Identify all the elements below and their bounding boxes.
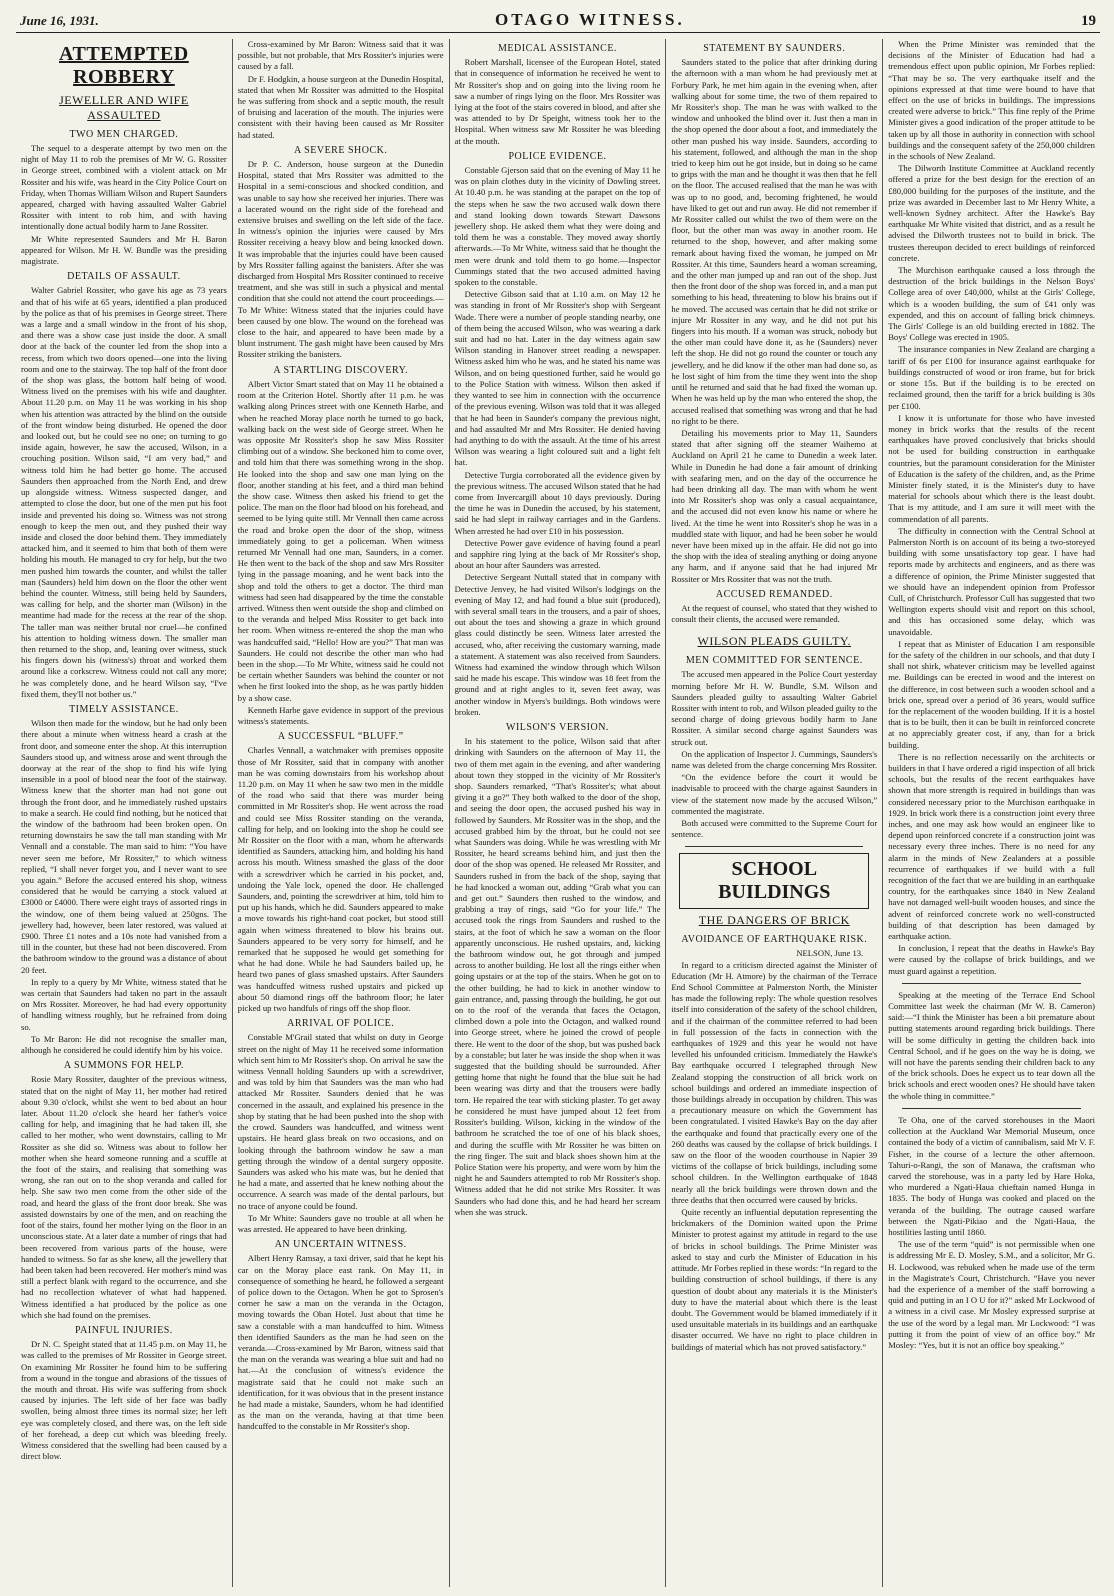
- school-deck: AVOIDANCE OF EARTHQUAKE RISK.: [681, 934, 868, 946]
- school-para-12: Speaking at the meeting of the Terrace End School Committee last week the chairman (Mr W. B. Cameron) said:—“I think the Minister has been a bit premature about putting statements around regarding brick buildings. There will be some difficulty in getting the children back into Central School, and if he goes on the way he is doing, we will not have the parents sending their children back to any of the brick schools. Does he expect us to tear down all the brick schools and erect wooden ones? He should have taken the whole thing in committee.”: [888, 989, 1095, 1101]
- robbery-intro: The sequel to a desperate attempt by two men on the night of May 11 to rob the premises of Mr W. G. Rossiter in George street, combined with a violent attack on Mr Rossiter and his wife, was heard in the City Police Court on Friday, when Thomas William Wilson and Rupert Saunders appeared, charged with having assaulted Walter Gabriel Rossiter with intent to rob him, and with having intentionally done actual bodily harm to Jane Rossiter.: [21, 143, 227, 232]
- school-para-5: The Murchison earthquake caused a loss through the destruction of the brick buildings in the Nelson Boys' College area of over £40,000, whilst at the Girls' College, which is a wooden building, the sum of £41 only was expended, and this on account of falling brick chimneys. The Girls' College is an old building erected in 1882. The Boys' College was erected in 1905.: [888, 265, 1095, 343]
- robbery-power: Detective Power gave evidence of having found a pearl and sapphire ring lying at the back of Mr Rossiter's shop, about an hour after Saunders was arrested.: [454, 537, 661, 571]
- robbery-details: Walter Gabriel Rossiter, who gave his age as 73 years and that of his wife at 65 years, identified a plan produced by the police as that of his premises in George street. There was a large and a small window in the front of his shop, and there was a show case just inside the door. A small door at the back of the counter led from the shop into a recess, from which two doors opened—one into the living room and one to the stairway. The top half of the front door of the shop was glass, the bottom half being of wood. Witness lived on the premises with his wife and daughter. About 11.20 p.m. on May 11 he was working in his shop when his attention was attracted by the blind on the outside of the front window being disturbed. He opened the door and looked out, but he could see no one; on turning to go inside again, however, he saw the accused, Wilson, in a crouching position. Wilson said, “I am very bad,” and witness told him he had better go home. The accused Saunders then approached from the North End, and drew up alongside witness. Witness suspected danger, and attempted to close the door, but one of the men put his foot inside and prevented his doing so. Witness was not strong enough to keep the men out, and they pushed their way inside and closed the door behind them. They immediately attacked him, and it seemed to him that both of them were holding his mouth. He managed to cry for help, but the two men pushed him towards the counter, and whilst the taller man (Saunders) held him down on the floor the other went behind the counter. Witness, still being held by Saunders, was calling for help, and the shorter man (Wilson) in the meantime had made for the recess at the rear of the shop. The taller man was neither brutal nor cruel—he confined his attention to holding witness down. The smaller man then returned to the shop, and, leaning over witness, stuck his fingers down his (witness's) throat and worked them around like a corkscrew. Witness could not call any more; he was completely done, and he heard Wilson say, “I've fixed them, they'll not bother us.”: [21, 285, 227, 699]
- subhead-version: WILSON'S VERSION.: [506, 721, 609, 733]
- column-5: [883, 39, 1100, 1587]
- masthead: [16, 10, 1100, 33]
- robbery-summons: Rosie Mary Rossiter, daughter of the previous witness, stated that on the night of May 11, her mother had retired about 9.30 o'clock, whilst she went to bed about an hour later. About 11.20 o'clock she heard her father's voice calling for help, and imagining that he had taken ill, she called to her mother, who went downstairs, calling to Mr Rossiter as she did so. Witness was about to follow her mother when she heard someone running and a scuffle at the foot of the stairs, and realising that something was wrong, she ran out on to the shop veranda and called for help. She saw two men come from the other side of the road, and heard the glass of the front door break. She was assisted downstairs by one of the men, and on reaching the foot of the stairs, found her mother lying on the floor in an unconscious state. At a later date a number of rings that had been recovered from various parts of the house, were handed to witness. So far as she knew, all the jewellery that had been taken had been recovered. Her mother's mind was still a perfect blank with regard to the occurrence, and she had no recollection whatever of what had happened. Witness identified a hat produced by the police as one which she had found on the premises.: [21, 1074, 227, 1320]
- column-4: [666, 39, 883, 1587]
- subhead-police: POLICE EVIDENCE.: [508, 150, 607, 162]
- robbery-uncertain: Albert Henry Ramsay, a taxi driver, said that he kept his car on the Moray place east rank. On May 11, in consequence of something he heard, he followed a sergeant of police down to the Octagon. When he got to Sprosen's corner he saw a man on the veranda in the Octagon, moving towards the Oban Hotel. Just about that time he saw a constable with a man handcuffed to him. Witness then identified Saunders as the man he had seen on the veranda.—Cross-examined by Mr Baron, witness said that the man on the veranda was wearing a blue suit and had no hat.—At the conclusion of witness's evidence the magistrate said that he could not make such an identification, for it was obvious that in the present instance he had made a mistake, Saunders, whom he had identified as the man on the veranda, having at that time been handcuffed to the constable in Mr Rossiter's shop.: [237, 1253, 444, 1432]
- subhead-bluff: A SUCCESSFUL “BLUFF.”: [277, 731, 404, 743]
- wilson-headline: WILSON PLEADS GUILTY.: [697, 634, 852, 649]
- robbery-headline: ATTEMPTED ROBBERY: [59, 43, 189, 88]
- robbery-painful: Dr N. C. Speight stated that at 11.45 p.m. on May 11, he was called to the premises of Mr Rossiter in George street. On examining Mr Rossiter he found him to be suffering from a wound in the tongue and abrasions of the tissues of the mouth and throat. His wife was suffering from shock caused by injuries. The left side of her face was badly swollen, being almost three times its normal size; her left eye was completely closed, and there was, on the left side of her forehead, a deep cut which was bleeding freely. Witness considered that the swelling had been caused by a direct blow.: [21, 1339, 227, 1462]
- school-para-2: Quite recently an influential deputation representing the brickmakers of the Dominion waited upon the Prime Minister to protest against my attitude in regard to the use of bricks in school buildings. The Prime Minister was asked to stay and curb the Minister of Education in his attitude. Mr Forbes replied in these words: “In regard to the building construction of school buildings, if there is any question of doubt about any materials it is the Minister's duty to have the material about which there is the least doubt. The Government would be blamed immediately if it used unsuitable materials in its buildings and an earthquake disaster occurred. We have no right to place children in buildings of material which has not proved satisfactory.”: [671, 1207, 878, 1352]
- robbery-turgia: Detective Turgia corroborated all the evidence given by the previous witness. The accused Wilson stated that he had come from Invercargill about 10 days previously. During the time he was in Dunedin the accused, by his statement, said he had slept in railway carriages and in the Gardens. When arrested he had over £10 in his possession.: [454, 469, 661, 536]
- robbery-timely: Wilson then made for the window, but he had only been there about a minute when witness heard a crash at the front door, and someone enter the shop. At this interruption Saunders stood up, and witness arose and went through the doorway at the rear of the shop to find his wife lying insensible in a pool of blood near the foot of the stairway. Witness knew that the shorter man had not gone out through the front door, and he immediately rushed upstairs to make a search. He could find nothing, but he noticed that the window of the bathroom had been broken open. On returning downstairs he saw the tall man standing with Mr Vennall and a constable. The man said to him: “You have never seen me before, Mr Rossiter,” to which witness replied, “I shall never forget you, and I never want to see you again.” Before the accused entered his shop, witness considered that he would be carrying a stock valued at £3000 or £4000. There were eight trays of assorted rings in the window, one of them being valued at 250gns. The jewellery had, however, been later restored, was valued at £900. Three £1 notes and a 10s note had vanished from a till in the counter, but these had not been discovered. From the bathroom window to the ground was a distance of about 20 feet.: [21, 718, 227, 975]
- school-para-10: There is no reflection necessarily on the architects or builders in that I have ordered a rigid inspection of all brick schools, but the results of the recent earthquakes have shown that more strength is required in buildings than was considered necessary prior to the Murchison earthquake in 1929. In brick work there is a construction joint every three inches, and one may ask how would an engineer like to depend upon reinforced concrete if a construction joint was necessary every three inches. There is no need for any alarm in the minds of New Zealanders at a possible recurrence of earthquakes if we build with a full recognition of the fact that we are building in an earthquake country, for the earthquakes since 1840 in New Zealand have not damaged well-built wooden houses, and since the advent of reinforced concrete work no well-constructed building of that description has been damaged by earthquake action.: [888, 751, 1095, 942]
- wilson-para-1: The accused men appeared in the Police Court yesterday morning before Mr H. W. Bundle, S.M. Wilson and Saunders pleaded guilty to assaulting Walter Gabriel Rossiter with intent to rob, and Wilson pleaded guilty to the second charge of doing grievous bodily harm to Jane Rossiter. A similar second charge against Saunders was struck out.: [671, 669, 878, 747]
- school-dateline: NELSON, June 13.: [796, 948, 864, 959]
- subhead-details: DETAILS OF ASSAULT.: [67, 271, 181, 283]
- school-para-8: The difficulty in connection with the Central School at Palmerston North is on account of its being a two-storeyed building with some unsatisfactory top gear. I have had reports made by architects and engineers, and as there was a difference of opinion, the Prime Minister suggested that we should have an independent opinion from Professor Cull, of Christchurch. Professor Cull has suggested that two Wellington experts should visit and report on this school, and this has occasioned some delay, which was unavoidable.: [888, 525, 1095, 637]
- school-para-3: When the Prime Minister was reminded that the decisions of the Minister of Education had had a tremendous effect upon public opinion, Mr Forbes replied: “That may be so. The very earthquake itself and the opinions expressed at that time were bound to have that effect on the use of bricks in buildings. The impressions created were adverse to brick.” This fine reply of the Prime Minister gives a good indication of the proper attitude to be taken up by all those in authority in connection with school buildings and the consequent safety of the 250,000 children in the schools of New Zealand.: [888, 39, 1095, 162]
- subhead-statement: STATEMENT BY SAUNDERS.: [703, 43, 846, 54]
- robbery-white-query: In reply to a query by Mr White, witness stated that he was certain that Saunders had taken no part in the assault on Mrs Rossiter. Moreover, he had had every opportunity of handling witness roughly, but he refrained from doing so.: [21, 976, 227, 1032]
- school-para-9: I repeat that as Minister of Education I am responsible for the safety of the children in our schools, and that duty I shall not shirk, whatever criticism may be levelled against me. Buildings can be erected in wood and the interest on the difference, in cost between such a wooden school and a brick one, spread over a period of 36 years, would suffice for the replacement of the wooden building. If it is a hostel that is to be built, then it can be built in reinforced concrete at no appreciably greater cost, if any, than for a brick building.: [888, 638, 1095, 750]
- robbery-remanded: At the request of counsel, who stated that they wished to consult their clients, the accused were remanded.: [671, 602, 878, 625]
- issue-date: June 16, 1931.: [20, 13, 99, 28]
- school-para-4: The Dilworth Institute Committee at Auckland recently offered a prize for the best design for the erection of an £80,000 building for the purposes of the institute, and the prize was awarded in December last to Mr Henry White, a well-known Sydney architect. After the Hawke's Bay earthquake Mr White visited that district, and as a result he advised the Dilworth trustees not to build in brick. The trustees thereupon decided to erect buildings of reinforced concrete.: [888, 163, 1095, 263]
- robbery-statement: Saunders stated to the police that after drinking during the afternoon with a man whom he had previously met at Forbury Park, he met him again in the evening when, after walking about for some time, the two of them repaired to Mr Rossiter's shop. The man he was with walked to the window and unhooked the blind over it. Just then a man in the shop opened the door about a foot, and immediately the other man pushed his way inside. Saunders, according to his statement, followed, and although the man in the shop tried to keep him out he got inside, but in doing so he came to grips with the man and he thought it was then that he fell on the floor. The accused realised that the man he was with was up to no good, and, becoming frightened, he would have liked to get out and run away. He did not remember if Mr Rossiter called out whilst the two of them were on the floor, but the other man was away in another room. He returned to the shop, however, and after making some remark about having fixed the woman, he jumped on Mr Rossiter. At this time, Saunders heard a woman screaming, and the other man jumped up and ran out of the shop. Just then the front door of the shop was forced in, and a man put something to his head, threatening to blow his brains out if he moved. The accused was certain that he did not strike or injure Mr Rossiter in any way, and he did not put his fingers into his mouth. If a woman was struck, nobody but the other man could have done it, as he (Saunders) never left the shop. He did not go round the counter or touch any jewellery, and he did know if the other man had done so, as he lost sight of him from the time they went into the shop until he returned and said that he had fixed the woman up. When he was held up by the man who entered the shop, the accused realised that something was wrong and that he had no right to be there.: [671, 57, 878, 426]
- robbery-nuttall: Detective Sergeant Nuttall stated that in company with Detective Jenvey, he had visited Wilson's lodgings on the evening of May 12, and had found a blue suit (produced), with several small tears in the trousers, and a pair of shoes, out about the toes and showing a graze in which ground glass could distinctly be seen. Witness later arrested the accused, who, after receiving the customary warning, made a statement. A statement was also received from Saunders. Witness had examined the window through which Wilson said he made his escape. This window was 18 feet from the ground and at right angles to it, seven feet away, was another window in Myers's buildings. Both windows were broken.: [454, 572, 661, 717]
- robbery-arrival: Constable M'Grail stated that whilst on duty in George street on the night of May 11 he received some information which sent him to Mr Rossiter's shop. On arrival he saw the witness Vennall holding Saunders up with a screwdriver, and was told by him that Saunders was the man who had attacked Mr Rossiter. Saunders denied that he was concerned in the assault, and explained his presence in the shop by stating that he had been pushed into the shop with the crowd. Saunders was handcuffed, and witness went upstairs. He heard glass break on two occasions, and on looking through the bathroom window he saw a man getting through the window of a dental surgery opposite. Saunders was asked who his mate was, but he denied that he had a mate, and asserted that he knew nothing about the occurrence. A search was made of the dental parlours, but no trace of anyone could be found.: [237, 1032, 444, 1211]
- subhead-shock: A SEVERE SHOCK.: [294, 144, 388, 156]
- robbery-movements: Detailing his movements prior to May 11, Saunders stated that after signing off the steamer Waihemo at Auckland on April 21 he came to Dunedin a week later. While in Dunedin he had done a fair amount of drinking with seafaring men, and on the day of the occurrence he had been drinking all day. The man with whom he went into Mr Rossiter's shop was only a casual acquaintance, and the accused did not even know his name or where he lived. At the time he went into Rossiter's shop he was in a muddled state with liquor, and had he been sober he would never have been mixed up in the affair. He did not go into the shop with the idea of stealing anything or doing anyone any harm, and if anyone said that he had injured Mr Rossiter or Mrs Rossiter that was not the truth.: [671, 427, 878, 584]
- subhead-uncertain: AN UNCERTAIN WITNESS.: [274, 1239, 407, 1251]
- subhead-arrival: ARRIVAL OF POLICE.: [287, 1018, 395, 1030]
- subhead-remanded: ACCUSED REMANDED.: [715, 588, 833, 600]
- section-divider: [731, 629, 817, 630]
- robbery-startling: Albert Victor Smart stated that on May 11 he obtained a room at the Criterion Hotel. Shortly after 11 p.m. he was walking along Princes street with one Kenneth Harbe, and when he reached Moray place north he turned to go back, walking back on the west side of George street. When he was opposite Mr Rossiter's shop he saw Miss Rossiter climbing out of a window. She beckoned him to come over, and told him that there was something wrong in the shop. He looked into the shop and saw one man lying on the floor, another standing at his feet, and a third man behind the show case. Witness then asked his friend to get the police. The man on the floor had blood on his forehead, and seemed to be lying quite still. Mr Vennall then came across the road and broke open the door of the shop, witness immediately going to get a policeman. When witness returned Mr Vennall had one man, Saunders, in a corner. He then went to the back of the shop and saw Mrs Rossiter lying in the passage moaning, and he went back into the shop and told the others to get a doctor. The third man witness had seen had disappeared by the time the constable arrived. Witness then went outside the shop and climbed on to the veranda and helped Miss Rossiter to get back into her room. When witness re-entered the shop the man who was handcuffed said, “Hello! How are you?” That man was Saunders. He could not describe the other man who had been in the shop.—To Mr White, witness said he could not be certain whether Saunders was behind the counter or not when he first looked into the shop, as he was partly hidden by a show case.: [237, 378, 444, 703]
- subhead-painful: PAINFUL INJURIES.: [75, 1324, 173, 1336]
- robbery-police: Constable Gjerson said that on the evening of May 11 he was on plain clothes duty in the vicinity of Dowling street. At 10.40 p.m. he was standing at the parapet on the top of the steps when he saw the two accused walk down there and stand looking down towards Stewart Dawsons jewellery shop. He asked them what they were doing and told them he was a constable. They moved away shortly afterwards.—To Mr White, witness said that he thought the men were drunk and told them to go home.—Inspector Cummings stated that the two accused admitted having spoken to the constable.: [454, 165, 661, 288]
- robbery-deck: TWO MEN CHARGED.: [69, 129, 179, 140]
- robbery-cross-baron: Cross-examined by Mr Baron: Witness said that it was possible, but not probable, that Mrs Rossiter's injuries were caused by a fall.: [237, 39, 444, 72]
- column-2: [233, 39, 450, 1587]
- wilson-para-4: Both accused were committed to the Supreme Court for sentence.: [671, 818, 878, 840]
- robbery-shock: Dr P. C. Anderson, house surgeon at the Dunedin Hospital, stated that Mrs Rossiter was admitted to the Hospital in a semi-conscious and shocked condition, and was unable to say how she received her injuries. There was a lacerated wound on the right side of the forehead and extensive bruises and swelling on the left side of the face. In witness's opinion the injuries were caused by Mrs Rossiter receiving a heavy blow and being knocked down. It was improbable that the injuries could have been caused by Mrs Rossiter falling against the banisters. After she was discharged from Hospital Mrs Rossiter continued to receive treatment, and she was still in such a physical and mental condition that she could not attend the court proceedings.—To Mr White: Witness stated that the injuries could have been caused by one blow. The wound on the forehead was close to the hair, and appeared to have been made by a blunt instrument. The gash might have been caused by Mrs Rossiter striking the banisters.: [237, 159, 444, 360]
- section-divider: [902, 1108, 1081, 1109]
- robbery-bluff: Charles Vennall, a watchmaker with premises opposite those of Mr Rossiter, said that in company with another man he was coming downstairs from his workshop about 11.20 p.m. on May 11 when he saw two men in the middle of the road who said that there was murder being committed in Mr Rossiter's shop. He went across the road and could see Miss Rossiter standing on the veranda, calling for help, and on looking into the shop he could see Mr Rossiter on the floor with a man, whom he afterwards identified as Saunders, attacking him, and holding his hand across his mouth. Witness smashed the glass of the door with a screwdriver which he carried in his pocket, and, undoing the Yale lock, opened the door. He challenged Saunders, and, pointing the screwdriver at him, told him to put up his hands, which he did. Saunders appeared to make a move towards his right-hand coat pocket, but stood still again when witness threatened to blow his brains out. Saunders appeared to be very sorry for himself, and he remarked that he supposed he would get something for what he had done. While he had Saunders bailed up, he heard two panes of glass smashed upstairs. After Saunders was handcuffed witness rushed upstairs and picked up about 50 diamond rings off the bathroom floor; he later picked up two handfuls of rings off the shop floor.: [237, 745, 444, 1014]
- robbery-gibson: Detective Gibson said that at 1.10 a.m. on May 12 he was standing in front of Mr Rossiter's shop with Sergeant Wade. There were a number of people standing nearby, one of them being the accused Wilson, who was wearing a dark suit and had no hat. Later in the day witness again saw Wilson standing in Hanover street reading a newspaper. Witness asked him who he was, and he stated his name was Wilson, and on being questioned further, said he would go to the Police Station with witness. Wilson then asked if they wanted to see him in connection with the occurrence of the previous evening. Wilson was told that it was alleged that he had been in Saunder's company the previous night, and had assaulted Mr and Mrs Rossiter. He denied having had anything to do with the assault. At the time of his arrest Wilson was wearing a light coloured suit and a light felt hat.: [454, 289, 661, 468]
- school-para-11: In conclusion, I repeat that the deaths in Hawke's Bay were caused by the collapse of brick buildings, and we must guard against a repetition.: [888, 943, 1095, 976]
- robbery-white-final: To Mr White: Saunders gave no trouble at all when he was arrested. He appeared to have been drinking.: [237, 1212, 444, 1234]
- robbery-counsel: Mr White represented Saunders and Mr H. Baron appeared for Wilson. Mr H. W. Bundle was the presiding magistrate.: [21, 233, 227, 267]
- school-para-7: I know it is unfortunate for those who have invested money in brick works that the results of the recent earthquakes have proved conclusively that bricks should not be used for building construction in earthquake countries, but the paramount consideration for the Minister of Education is the safety of the children, and, as the Prime Minister finely stated, it is the Minister's duty to have material for schools about which there is the least doubt. That is my attitude, and I am sure it will meet with the commendation of all parents.: [888, 412, 1095, 524]
- robbery-subhead: JEWELLER AND WIFE ASSAULTED: [59, 93, 189, 122]
- robbery-harbe: Kenneth Harbe gave evidence in support of the previous witness's statements.: [237, 704, 444, 726]
- robbery-hodgkin: Dr F. Hodgkin, a house surgeon at the Dunedin Hospital, stated that when Mr Rossiter was admitted to the Hospital he was suffering from shock and a septic mouth, the result of bruising and laceration of the mouth. The injuries were consistent with their having been caused as Mr Rossiter had stated.: [237, 73, 444, 140]
- school-para-1: In regard to a criticism directed against the Minister of Education (Mr H. Atmore) by the chairman of the Terrace End School Committee at Palmerston North, the Minister has made the following reply: The whole question resolves itself into consideration of the safety of the school children, and if the chairman of the committee referred to had been in full possession of the facts in connection with the earthquakes of 1929 and this year he would not have levelled his unfounded criticism. Immediately the Hawke's Bay earthquake occurred I telegraphed through New Zealand stopping the construction of all brick work on school buildings and ordered an immediate inspection of those buildings already in occupation by children. This was a precautionary measure on which the Government has been congratulated. I visited Hawke's Bay on the day after the earthquake and found that practically every one of the 260 deaths was caused by the collapse of brick buildings. I saw on the floor of the wooden courthouse in Napier 39 victims of the collapse of brick buildings, including some school children. In the Wellington earthquake of 1848 nearly all the brick buildings were thrown down and the three deaths that then occurred were caused by bricks.: [671, 959, 878, 1205]
- subhead-summons: A SUMMONS FOR HELP.: [63, 1060, 184, 1072]
- wilson-subhead: MEN COMMITTED FOR SENTENCE.: [685, 655, 863, 667]
- subhead-medical: MEDICAL ASSISTANCE.: [498, 43, 617, 54]
- article-columns: [16, 39, 1100, 1587]
- column-3: [450, 39, 667, 1587]
- robbery-medical: Robert Marshall, licensee of the European Hotel, stated that in consequence of information he received he went to Mr Rossiter's shop and on going into the living room he saw a number of rings lying on the floor. Mrs Rossiter was lying at the foot of the stairs covered in blood, and after she was attended to by Dr Speight, witness took her to the Hospital. When witness saw Mr Rossiter he was bleeding at the mouth.: [454, 57, 661, 146]
- school-headline: SCHOOL BUILDINGS: [679, 853, 869, 909]
- newspaper-title: OTAGO WITNESS.: [495, 10, 685, 29]
- page-number: 19: [1081, 13, 1096, 29]
- robbery-baron-query: To Mr Baron: He did not recognise the smaller man, although he considered he could identify him by his voice.: [21, 1033, 227, 1056]
- section-divider: [685, 846, 863, 847]
- section-divider: [902, 983, 1081, 984]
- te-oha-item: Te Oha, one of the carved storehouses in the Maori collection at the Auckland War Memorial Museum, once contained the body of a victim of cannibalism, said Mr V. F. Fisher, in the course of a lecture the other afternoon. Tahuri-o-Rangi, the son of Manawa, the craftsman who carved the storehouse, was in a party led by Hare Hoka, who murdered a Ngati-Haua chieftain named Hunga in 1835. The body of Hunga was cooked and placed on the veranda of the building. The outrage caused warfare between the Ngati-Pikiao and the Ngati-Haua, the hostilities lasting until 1860.: [888, 1114, 1095, 1237]
- subhead-timely: TIMELY ASSISTANCE.: [69, 703, 179, 715]
- school-subhead: THE DANGERS OF BRICK: [698, 913, 850, 928]
- subhead-startling: A STARTLING DISCOVERY.: [273, 364, 409, 376]
- quid-item: The use of the term “quid” is not permissible when one is addressing Mr E. D. Mosley, S.M., and a solicitor, Mr G. H. Lockwood, was rebuked when he made use of the term in the Magistrate's Court, Christchurch. “Have you never had the experience of a member of the staff borrowing a quid and putting in an I O U for it?” asked Mr Lockwood of a witness in a civil case. Mr Mosley expressed surprise at the use of the word by a legal man. Mr Lockwood: “I was putting it from the point of view of an office boy.” Mr Mosley: “Yes, but it is not an office boy speaking.”: [888, 1239, 1095, 1350]
- column-1: [16, 39, 233, 1587]
- school-para-6: The insurance companies in New Zealand are charging a tariff of 6s per £100 for insurance against earthquake for buildings constructed of wood or iron frame, but for brick or stone 15s. But if the building is to be erected on reclaimed ground, then the tariff for a brick building is 30s per £100.: [888, 344, 1095, 411]
- robbery-version: In his statement to the police, Wilson said that after drinking with Saunders on the afternoon of May 11, the two of them met again in the evening, and after wandering about town they stopped in the vicinity of Mr Rossiter's shop. Saunders remarked, “That's Rossiter's; what about giving it a go?” They both walked to the door of the shop, and seeing the door open, the accused pushed his way in followed by Saunders. Mr Rossiter was in the shop, and the accused grabbed him by the throat, but he could not see what Saunders was doing. While he was wrestling with Mr Rossiter, he heard screams behind him, and just then the door of the shop was opened. He released Mr Rossiter, and Saunders rushed in from the back of the shop, saying that he had knocked a woman out, adding “Grab what you can and get out.” Saunders then rushed to the window, and grabbing a tray of rings, said “Go for your life.” The accused took the rings from Saunders and rushed to the stairs, at the foot of which he saw a woman on the floor apparently unconscious. He rushed upstairs, and, kicking the bathroom window out, he got through and jumped across to another building. He lost all the rings either when going upstairs or at the top of the stairs. When he got on to the other building, he had to kick in another window to gain entrance, and, passing through the building, he got out on to the roof of the veranda that faces the Octagon, climbed down a pole into the Octagon, and walked round into George street, where he joined the crowd of people there. He went to the door of the shop, but was pushed back by a constable; but later he was inside the shop when it was suggested that the building should be surrounded. After getting home that night he found that the blue suit he had been wearing was dirty and that the trousers were badly torn. He repaired the tear with sticking plaster. To get away he considered he must have jumped about 12 feet from Rossiter's building. Wilson, kicking in the window of the bathroom he scratched the toe of one of his black shoes, and during the scuffle with Mr Rossiter he was bitten on the ring finger. The suit and black shoes shown him at the Police Station were his property, and were worn by him the night he and Saunders attempted to rob Mr Rossiter's shop. Witness added that he did not strike Mrs Rossiter. It was Saunders who had done this, and he had heard her scream when she was struck.: [454, 736, 661, 1217]
- wilson-para-2: On the application of Inspector J. Cummings, Saunders's name was deleted from the charge concerning Mrs Rossiter.: [671, 748, 878, 770]
- wilson-para-3: “On the evidence before the court it would be inadvisable to proceed with the charge against Saunders in view of the statement now made by the accused Wilson,” commented the magistrate.: [671, 772, 878, 816]
